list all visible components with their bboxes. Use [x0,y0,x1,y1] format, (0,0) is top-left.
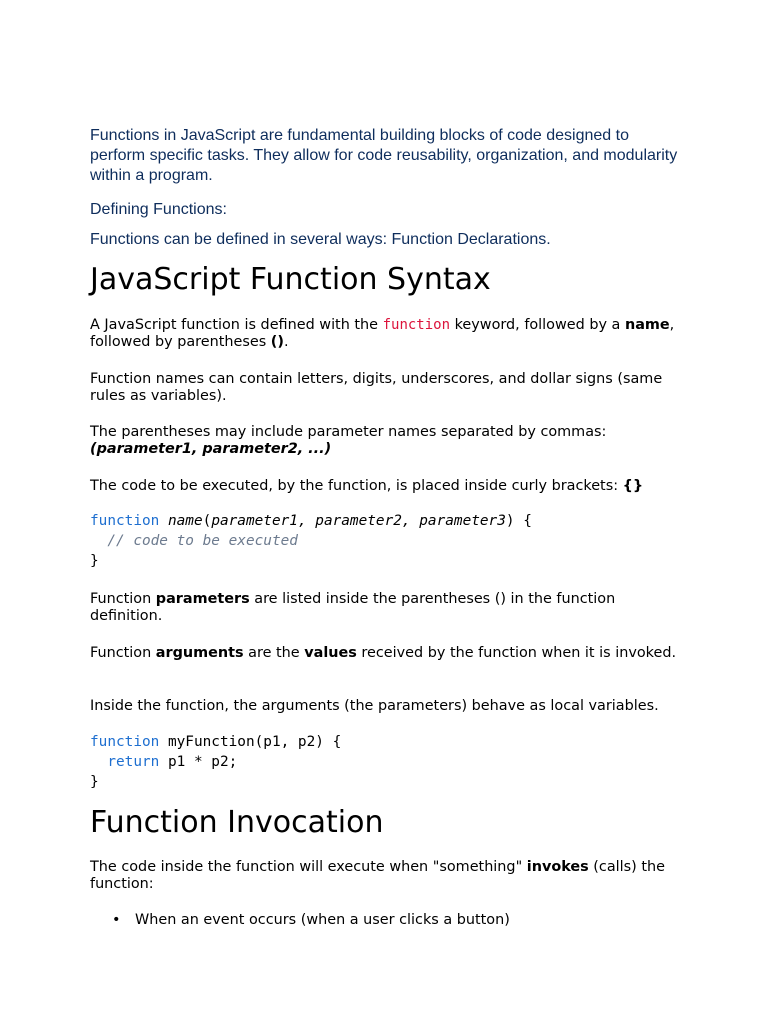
invocation-paragraph: The code inside the function will execute when "something" invokes (calls) the function: [90,859,665,892]
syntax-paragraph-3: The parentheses may include parameter names separated by commas: (parameter1, parameter2, ...) [90,424,607,457]
defining-functions-heading: Defining Functions: [90,201,227,218]
defining-functions-text: Functions can be defined in several ways: Function Declarations. [90,231,551,248]
syntax-section-heading: JavaScript Function Syntax [90,262,491,297]
intro-paragraph: Functions in JavaScript are fundamental building blocks of code designed to perform specific tasks. They allow for code reusability, organization, and modularity within a program. [90,127,678,184]
parameters-paragraph: Function parameters are listed inside the parentheses () in the function definition. [90,591,616,624]
syntax-paragraph-2: Function names can contain letters, digits, underscores, and dollar signs (same rules as variables). [90,371,663,404]
invocation-section-heading: Function Invocation [90,805,384,840]
code-block-myfunction: function myFunction(p1, p2) { return p1 * p2; } [90,734,342,790]
list-item: • When an event occurs (when a user clicks a button) [112,912,510,928]
invocation-bullet-list [90,912,510,929]
arguments-paragraph: Function arguments are the values received by the function when it is invoked. [90,645,677,661]
local-variables-paragraph: Inside the function, the arguments (the parameters) behave as local variables. [90,698,659,714]
code-comment: // code to be executed [107,533,298,549]
syntax-paragraph-1: A JavaScript function is defined with the function keyword, followed by a name, followed by parentheses (). [90,317,675,350]
bullet-icon: • [112,912,121,928]
code-block-function-syntax: function name(parameter1, parameter2, parameter3) { // code to be executed } [90,513,532,569]
syntax-paragraph-4: The code to be executed, by the function, is placed inside curly brackets: {} [90,478,644,494]
inline-keyword-function: function [382,317,451,333]
